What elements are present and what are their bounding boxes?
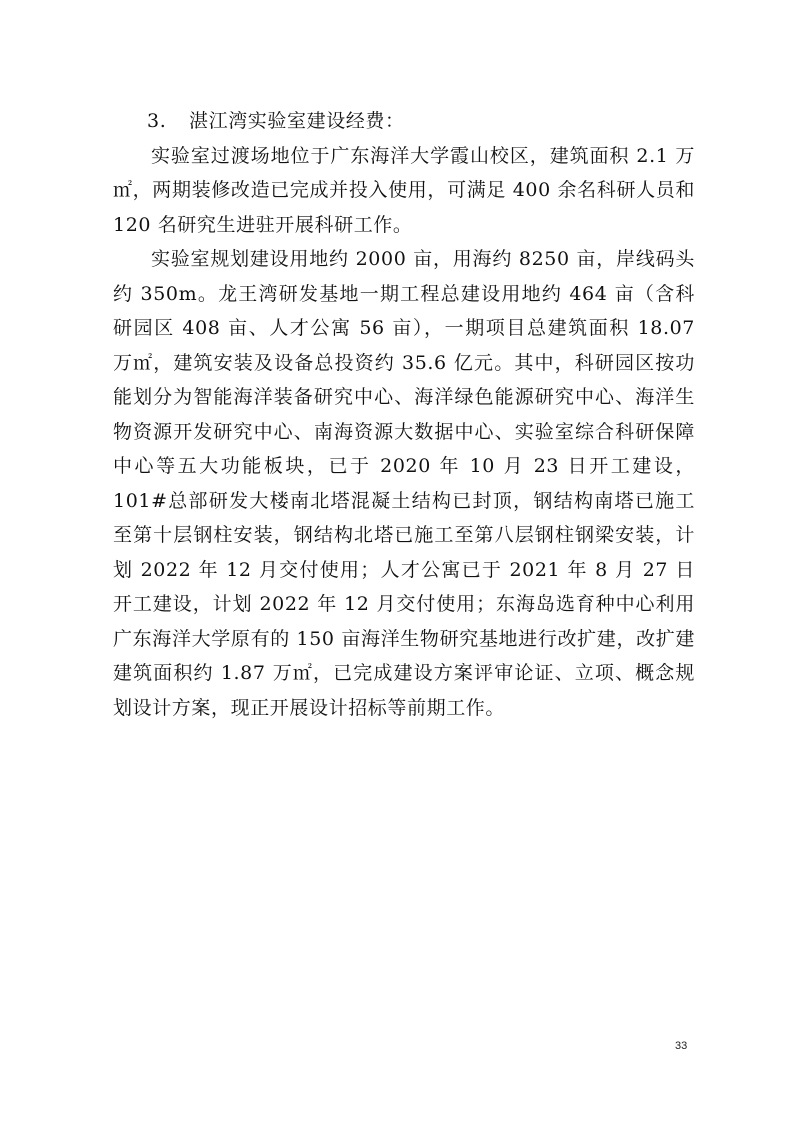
- section-heading: [147, 104, 695, 139]
- page-number: 33: [675, 1040, 688, 1052]
- section-number: 3.: [147, 110, 167, 132]
- paragraph-transition-site: 实验室过渡场地位于广东海洋大学霞山校区，建筑面积 2.1 万㎡，两期装修改造已完成并投入使用，可满足 400 余名科研人员和 120 名研究生进驻开展科研工作。: [113, 144, 695, 236]
- section-title: 湛江湾实验室建设经费：: [189, 110, 405, 132]
- paragraph-planning-construction: 实验室规划建设用地约 2000 亩，用海约 8250 亩，岸线码头约 350m。龙王湾研发基地一期工程总建设用地约 464 亩（含科研园区 408 亩、人才公寓 56 亩），一期项目总建筑面积 18.07 万㎡，建筑安装及设备总投资约 35.6 亿元。其中，科研园区按功能划分为智能海洋装备研究中心、海洋绿色能源研究中心、海洋生物资源开发研究中心、南海资源大数据中心、实验室综合科研保障中心等五大功能板块，已于 2020 年 10 月 23 日开工建设，101#总部研发大楼南北塔混凝土结构已封顶，钢结构南塔已施工至第十层钢柱安装，钢结构北塔已施工至第八层钢柱钢梁安装，计划 2022 年 12 月交付使用；人才公寓已于 2021 年 8 月 27 日开工建设，计划 2022 年 12 月交付使用；东海岛选育种中心利用广东海洋大学原有的 150 亩海洋生物研究基地进行改扩建，改扩建建筑面积约 1.87 万㎡，已完成建设方案评审论证、立项、概念规划设计方案，现正开展设计招标等前期工作。: [113, 248, 695, 719]
- document-body: [113, 104, 695, 725]
